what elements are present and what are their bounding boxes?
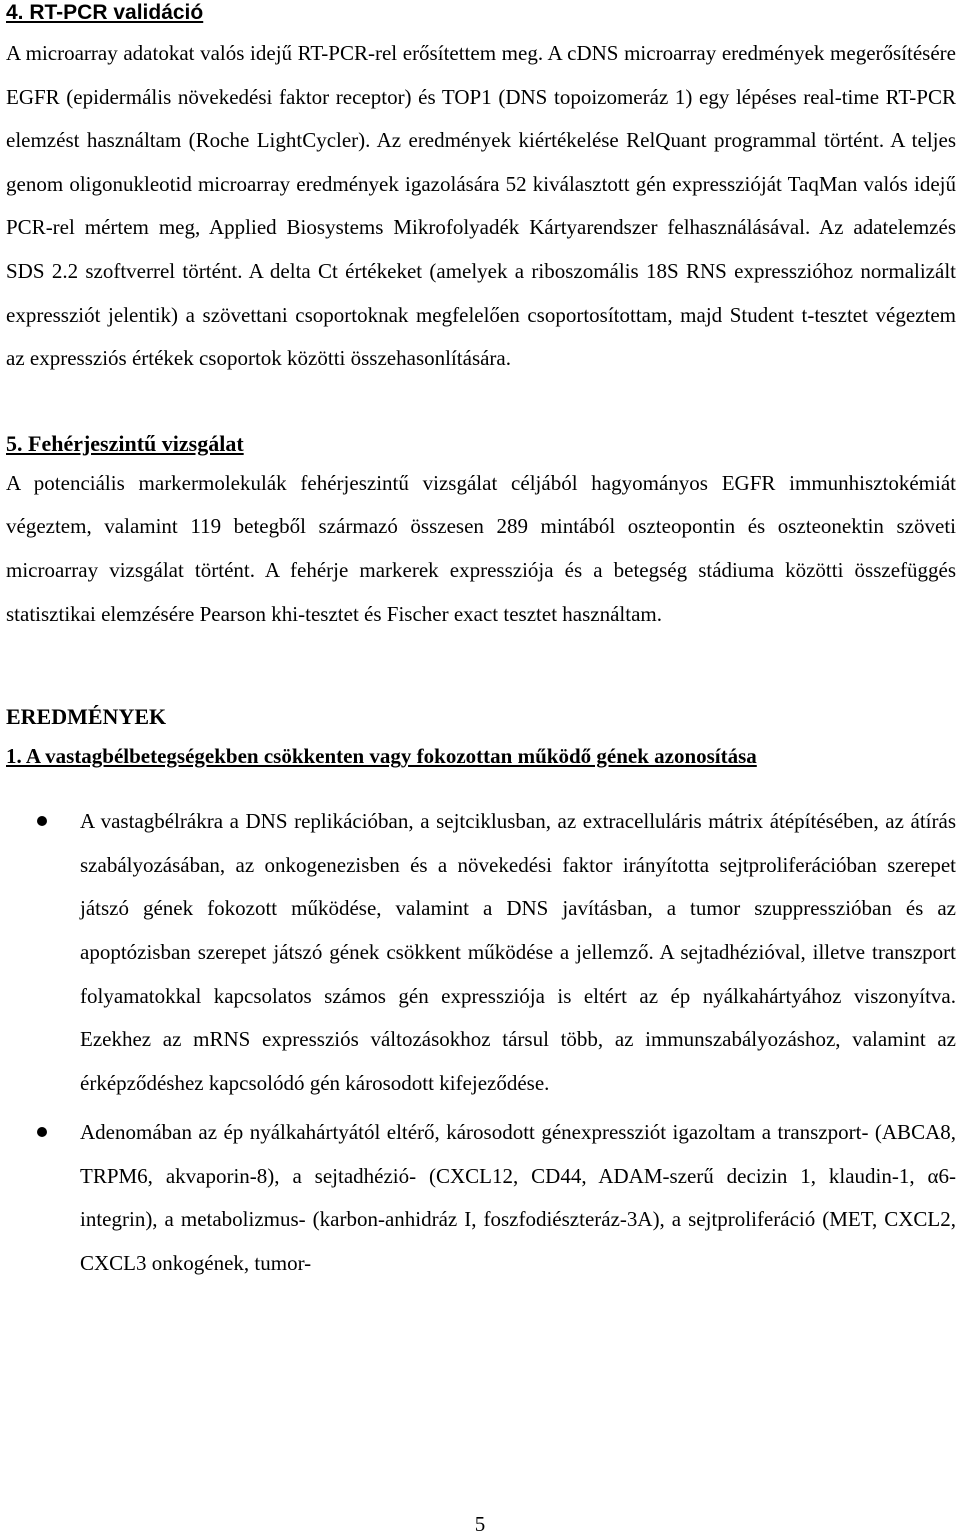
list-item xyxy=(6,800,956,1105)
spacer xyxy=(6,776,956,800)
bullet-icon xyxy=(37,1127,47,1137)
section-5-title: 5. Fehérjeszintű vizsgálat xyxy=(6,430,244,456)
list-item-text: A vastagbélrákra a DNS replikációban, a sejtciklusban, az extracelluláris mátrix átépítésében, az átírás szabályozásában, az onkogenezisben és a növekedési faktor irányította sejtproliferációban szerepet játszó gének fokozott működése, valamint a DNS javításban, a tumor szuppresszióban és az apoptózisban szerepet játszó gének csökkent működése a jellemző. A sejtadhézióval, illetve transzport folyamatokkal kapcsolatos számos gén expressziója is eltért az ép nyálkahártyához viszonyítva. Ezekhez az mRNS expressziós változásokhoz társul több, az immunszabályozáshoz, valamint az érképződéshez kapcsolódó gén károsodott kifejeződése. xyxy=(80,809,956,1095)
page-number: 5 xyxy=(474,1512,486,1536)
section-5-paragraph: A potenciális markermolekulák fehérjeszintű vizsgálat céljából hagyományos EGFR immunhisztokémiát végeztem, valamint 119 betegből származó összesen 289 mintából oszteopontin és oszteonektin szöveti microarray vizsgálat történt. A fehérje markerek expressziója és a betegség stádiuma közötti összefüggés statisztikai elemzésére Pearson khi-tesztet és Fischer exact tesztet használtam. xyxy=(6,470,956,626)
spacer xyxy=(6,636,956,698)
section-4-title: 4. RT-PCR validáció xyxy=(6,1,204,24)
results-heading: EREDMÉNYEK xyxy=(6,704,167,730)
results-bullet-list xyxy=(6,800,956,1286)
section-4-paragraph: A microarray adatokat valós idejű RT-PCR-rel erősítettem meg. A cDNS microarray eredmények megerősítésére EGFR (epidermális növekedési faktor receptor) és TOP1 (DNS topoizomeráz 1) egy lépéses real-time RT-PCR elemzést használtam (Roche LightCycler). Az eredmények kiértékelése RelQuant programmal történt. A teljes genom oligonukleotid microarray eredmények igazolására 52 kiválasztott gén expresszióját TaqMan valós idejű PCR-rel mértem meg, Applied Biosystems Mikrofolyadék Kártyarendszer felhasználásával. Az adatelemzés SDS 2.2 szoftverrel történt. A delta Ct értékeket (amelyek a riboszomális 18S RNS expresszióhoz normalizált expressziót jelentik) a szövettani csoportoknak megfelelően csoportosítottam, majd Student t-tesztet végeztem az expressziós értékek csoportok közötti összehasonlítására. xyxy=(6,41,956,371)
bullet-icon xyxy=(37,816,47,826)
spacer xyxy=(6,381,956,426)
list-item-text: Adenomában az ép nyálkahártyától eltérő, károsodott génexpressziót igazoltam a transzport- (ABCA8, TRPM6, akvaporin-8), a sejtadhézió- (CXCL12, CD44, ADAM-szerű decizin 1, klaudin-1, α6-integrin), a metabolizmus- (karbon-anhidráz I, foszfodiészteráz-3A), a sejtproliferáció (MET, CXCL2, CXCL3 onkogének, tumor- xyxy=(80,1120,956,1276)
document-page xyxy=(6,0,956,1286)
results-subheading: 1. A vastagbélbetegségekben csökkenten vagy fokozottan működő gének azonosítása xyxy=(6,744,757,769)
list-item xyxy=(6,1111,956,1285)
